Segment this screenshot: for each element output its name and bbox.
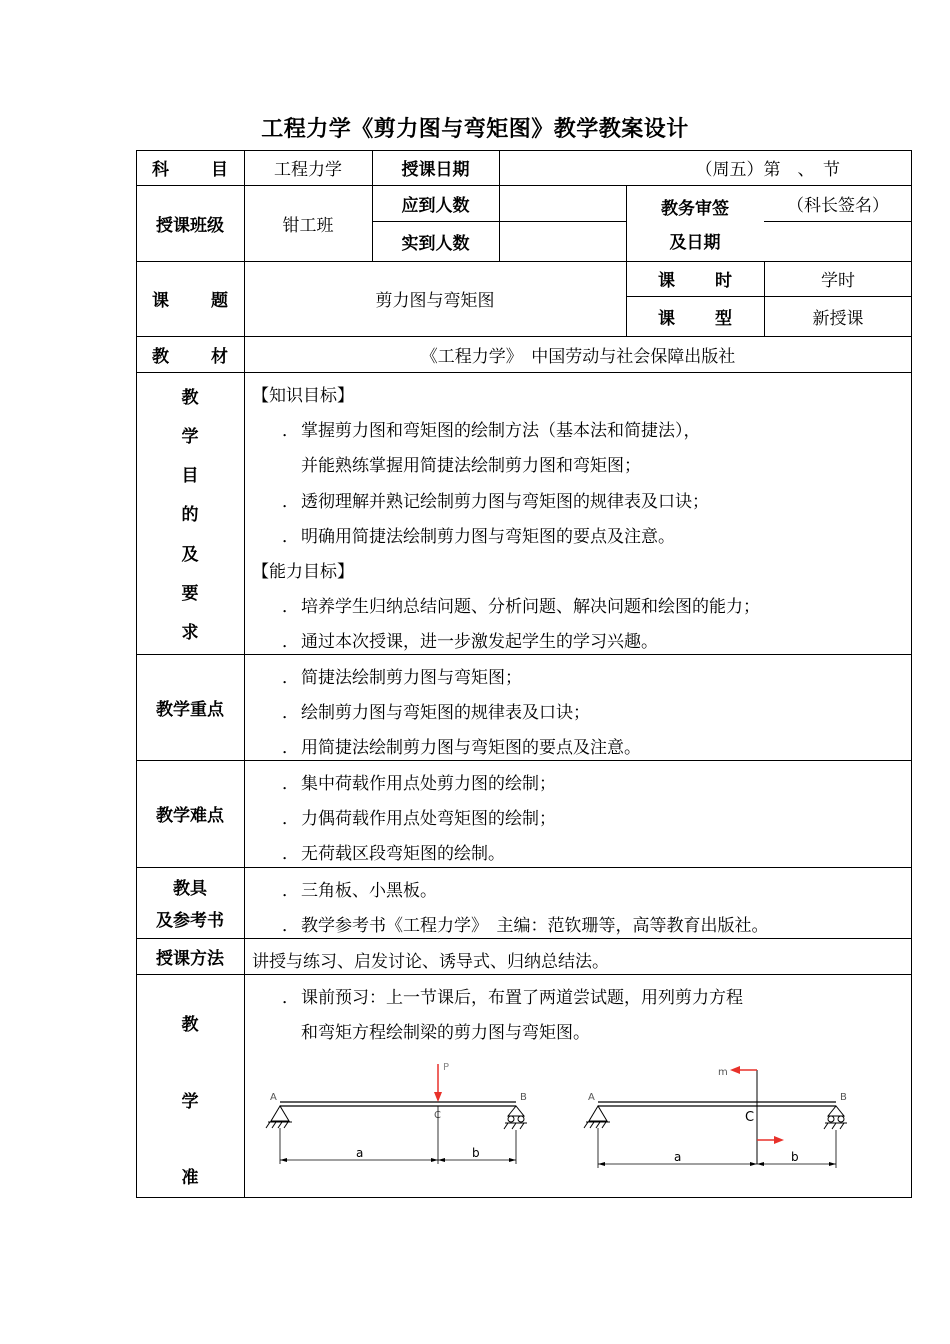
- span-b-label: b: [791, 1150, 799, 1164]
- actual-count-value[interactable]: [499, 221, 626, 261]
- key-point-item: 绘制剪力图与弯矩图的规律表及口诀；: [301, 703, 590, 723]
- beam-diagram-point-load: [260, 1058, 536, 1178]
- key-point-item: 简捷法绘制剪力图与弯矩图；: [301, 668, 522, 688]
- bullet: ．: [282, 738, 299, 758]
- bullet: ．: [282, 703, 299, 723]
- bullet: ．: [282, 844, 299, 864]
- method-value: 讲授与练习、启发讨论、诱导式、归纳总结法。: [252, 952, 609, 972]
- beam-diagram-couple: [578, 1058, 868, 1178]
- ability-item: 通过本次授课，进一步激发起学生的学习兴趣。: [301, 632, 658, 652]
- difficulty-item: 力偶荷载作用点处弯矩图的绘制；: [301, 809, 556, 829]
- support-b-label: B: [840, 1092, 847, 1103]
- row-divider: [136, 867, 912, 868]
- actual-count-label: 实到人数: [401, 233, 470, 254]
- roller-support-icon: [504, 1106, 527, 1129]
- support-a-label: A: [588, 1092, 595, 1103]
- ability-heading: 【能力目标】: [252, 562, 354, 582]
- lesson-plan-table: [136, 150, 912, 1198]
- hours-label: 课 时: [658, 271, 732, 291]
- bullet: ．: [282, 632, 299, 652]
- material-value: 《工程力学》 中国劳动与社会保障出版社: [420, 346, 736, 367]
- subject-label: 科 目: [152, 160, 228, 180]
- span-a-label: a: [674, 1150, 682, 1164]
- point-c-label: C: [434, 1110, 441, 1121]
- method-label: 授课方法: [156, 948, 224, 969]
- tools-item: 教学参考书《工程力学》 主编：范钦珊等，高等教育出版社。: [301, 916, 769, 936]
- difficulties-label: 教学难点: [156, 806, 224, 826]
- couple-arrow-top-head: [730, 1066, 740, 1074]
- material-label: 教 材: [152, 346, 228, 367]
- subject-value: 工程力学: [274, 160, 342, 180]
- difficulty-item: 无荷载区段弯矩图的绘制。: [301, 844, 505, 864]
- prep-text: 课前预习：上一节课后，布置了两道尝试题，用列剪力方程: [301, 988, 743, 1008]
- row-divider: [136, 760, 912, 761]
- tools-label: 教具 及参考书: [156, 879, 224, 931]
- bullet: ．: [282, 916, 299, 936]
- moment-label: m: [718, 1067, 728, 1078]
- date-value: （周五）第 、 节: [695, 160, 840, 180]
- span-a-label: a: [356, 1146, 364, 1160]
- type-label: 课 型: [658, 308, 732, 329]
- knowledge-item: 明确用简捷法绘制剪力图与弯矩图的要点及注意。: [301, 527, 675, 547]
- bullet: ．: [282, 988, 299, 1008]
- pin-support-icon: [266, 1106, 292, 1128]
- tools-item: 三角板、小黑板。: [301, 881, 437, 901]
- point-c-label: C: [745, 1110, 755, 1125]
- review-signature[interactable]: [764, 221, 912, 261]
- bullet: ．: [282, 492, 299, 512]
- key-points-label: 教学重点: [156, 699, 224, 720]
- roller-support-icon: [824, 1106, 847, 1129]
- knowledge-item: 透彻理解并熟记绘制剪力图与弯矩图的规律表及口诀；: [301, 492, 709, 512]
- review-label: 教务审签 及日期: [661, 198, 729, 253]
- bullet: ．: [282, 668, 299, 688]
- key-point-item: 用简捷法绘制剪力图与弯矩图的要点及注意。: [301, 738, 641, 758]
- expected-count-value[interactable]: [499, 185, 626, 221]
- knowledge-item-continued: 并能熟练掌握用简捷法绘制剪力图和弯矩图；: [301, 456, 641, 476]
- difficulty-item: 集中荷载作用点处剪力图的绘制；: [301, 774, 556, 794]
- expected-count-label: 应到人数: [401, 195, 470, 216]
- pin-support-icon: [584, 1106, 610, 1128]
- bullet: ．: [282, 527, 299, 547]
- class-value: 钳工班: [282, 215, 334, 236]
- class-label: 授课班级: [156, 215, 224, 236]
- page-title: 工程力学《剪力图与弯矩图》教学教案设计: [261, 117, 689, 142]
- row-divider: [136, 974, 912, 975]
- support-b-label: B: [520, 1092, 527, 1103]
- span-b-label: b: [472, 1146, 480, 1160]
- prep-text-continued: 和弯矩方程绘制梁的剪力图与弯矩图。: [301, 1023, 590, 1043]
- date-label: 授课日期: [401, 160, 470, 180]
- hours-value: 学时: [821, 271, 855, 291]
- knowledge-item: 掌握剪力图和弯矩图的绘制方法（基本法和简捷法），: [301, 421, 701, 441]
- support-a-label: A: [270, 1092, 277, 1103]
- bullet: ．: [282, 774, 299, 794]
- load-label: P: [443, 1062, 450, 1073]
- topic-value: 剪力图与弯矩图: [375, 291, 495, 311]
- bullet: ．: [282, 809, 299, 829]
- bullet: ．: [282, 881, 299, 901]
- row-divider: [136, 938, 912, 939]
- load-arrow-head: [434, 1092, 442, 1102]
- row-divider: [136, 372, 912, 373]
- row-divider: [136, 654, 912, 655]
- couple-arrow-bottom-head: [774, 1136, 784, 1144]
- knowledge-heading: 【知识目标】: [252, 386, 354, 406]
- review-value: （科长签名）: [787, 195, 889, 216]
- bullet: ．: [282, 597, 299, 617]
- type-value: 新授课: [812, 308, 864, 329]
- topic-label: 课 题: [152, 291, 228, 311]
- bullet: ．: [282, 421, 299, 441]
- ability-item: 培养学生归纳总结问题、分析问题、解决问题和绘图的能力；: [301, 597, 760, 617]
- prep-label: 教 学 准: [181, 1015, 199, 1188]
- goals-label: 教 学 目 的 及 要 求: [181, 388, 199, 643]
